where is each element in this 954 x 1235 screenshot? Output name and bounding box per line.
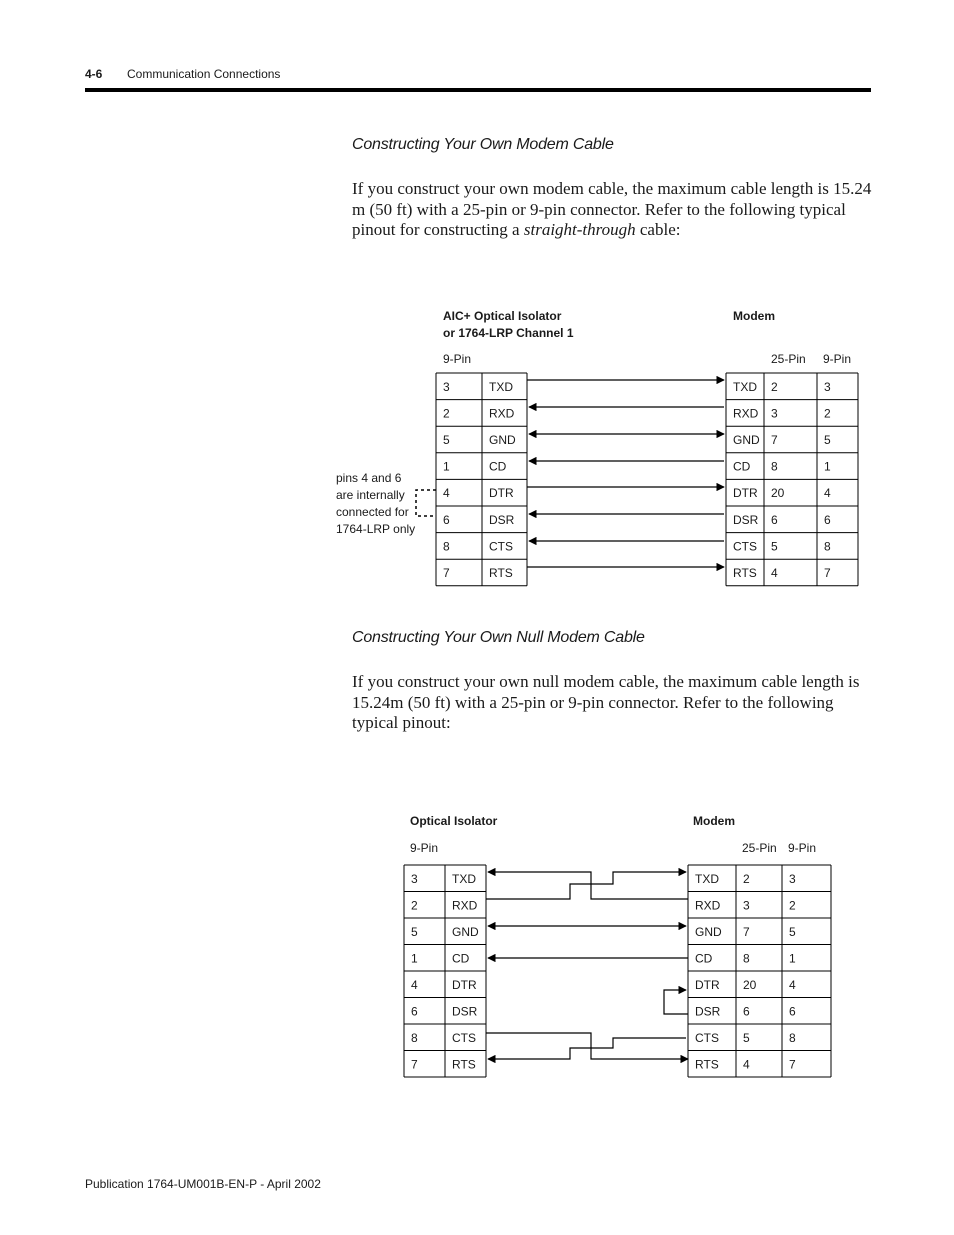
d2-wire-rts-to-cts [488,1038,686,1059]
diagram1-cell-rsig: TXD [733,379,757,394]
diagram2-cell-lpin: 4 [411,977,418,992]
diagram1-cell-p9: 1 [824,459,831,474]
diagram1-cell-lsig: CTS [489,539,513,554]
diagram2-cell-p9: 8 [789,1030,796,1045]
diagram2-cell-rsig: CTS [695,1030,719,1045]
d1-right-25pin-header: 25-Pin [771,352,806,366]
diagram2-cell-lpin: 3 [411,871,418,886]
diagram2-cell-p25: 6 [743,1004,750,1019]
diagram1-cell-p25: 20 [771,486,785,501]
diagram1-cell-p9: 4 [824,486,831,501]
d1-right-9pin-header: 9-Pin [823,352,852,366]
diagram1-cell-p9: 8 [824,539,831,554]
diagram1-cell-lsig: CD [489,459,507,474]
diagram2-cell-p9: 2 [789,898,796,913]
diagram1-cell-p25: 5 [771,539,778,554]
diagram2-cell-p9: 4 [789,977,796,992]
d2-right-9pin-header: 9-Pin [788,841,817,855]
diagram1-cell-rsig: CD [733,459,751,474]
diagram1-cell-lpin: 8 [443,539,450,554]
diagram2-cell-lsig: CD [452,951,470,966]
d2-wire-dtr-dsr-loop [664,990,688,1014]
diagram2-cell-p25: 3 [743,898,750,913]
diagram2-cell-lpin: 1 [411,951,418,966]
diagram2-cell-p9: 3 [789,871,796,886]
diagram2-cell-lsig: DTR [452,977,477,992]
diagram2-cell-p25: 8 [743,951,750,966]
diagram1-cell-p25: 7 [771,433,778,447]
diagram1-cell-p9: 2 [824,406,831,421]
diagram1-cell-lpin: 4 [443,486,450,501]
d1-left-title-2: or 1764-LRP Channel 1 [443,326,574,340]
diagram2-cell-lsig: DSR [452,1004,478,1019]
d1-note-line-4: 1764-LRP only [336,522,416,536]
diagram1-cell-rsig: DTR [733,486,758,501]
diagram1-cell-rsig: CTS [733,539,757,554]
running-header-title: Communication Connections [127,67,281,81]
d2-wire-rxd-from-txd [486,872,686,899]
paragraph-modem-cable-emphasis: straight-through [523,220,636,239]
d2-left-title: Optical Isolator [410,814,498,828]
diagram1-cell-rsig: RXD [733,406,759,421]
diagram1-cell-p25: 3 [771,406,778,421]
diagram1-cell-lpin: 3 [443,379,450,394]
diagram2-cell-p9: 5 [789,924,796,939]
d2-right-title: Modem [693,814,735,828]
d1-tables [436,373,858,586]
diagram1-cell-lsig: RTS [489,566,513,580]
diagram1-cell-lsig: TXD [489,379,513,394]
diagram2-cell-rsig: RTS [695,1057,719,1072]
diagram2-cell-lsig: RTS [452,1057,476,1072]
diagram1-cell-lsig: RXD [489,406,515,421]
d1-note-line-3: connected for [336,505,409,519]
d1-left-title-1: AIC+ Optical Isolator [443,309,562,323]
paragraph-modem-cable-text: If you construct your own modem cable, the maximum cable length is 15.24 m (50 ft) with a 25-pin or 9-pin connector. Refer to the following typical pinout for constructing a [352,179,872,239]
page-number: 4-6 [85,67,103,81]
d2-wire-cts-to-rts [486,1033,688,1059]
diagram1-cell-lpin: 1 [443,459,450,474]
diagram2-cell-lsig: TXD [452,871,476,886]
diagram2-cell-p25: 5 [743,1030,750,1045]
diagram1-cell-lpin: 7 [443,566,450,580]
diagram1-cell-p9: 5 [824,433,831,447]
diagram2-cell-p25: 2 [743,871,750,886]
diagram2-cell-p25: 4 [743,1057,750,1072]
diagram2-cell-rsig: DSR [695,1004,721,1019]
diagram2-cell-lpin: 2 [411,898,418,913]
diagram2-cell-p9: 7 [789,1057,796,1072]
diagram2-cell-lpin: 5 [411,924,418,939]
diagram1-cell-p25: 6 [771,512,778,527]
diagram2-cell-lsig: RXD [452,898,478,913]
diagram2-cell-rsig: CD [695,951,713,966]
diagram1-cell-lsig: DSR [489,512,515,527]
diagram2-cell-lsig: CTS [452,1030,476,1045]
d2-connections [486,872,688,1059]
diagram1-cell-lsig: GND [489,433,516,447]
diagram2-cell-rsig: RXD [695,898,721,913]
d2-tables [404,865,831,1077]
diagram1-cell-lpin: 5 [443,433,450,447]
paragraph-null-modem-cable: If you construct your own null modem cable, the maximum cable length is 15.24m (50 ft) with a 25-pin or 9-pin connector. Refer to the following typical pinout: [352,672,860,732]
diagram1-cell-rsig: GND [733,433,760,447]
heading-modem-cable: Constructing Your Own Modem Cable [352,136,614,153]
diagram1-cell-p25: 4 [771,566,778,580]
diagram2-cell-p9: 1 [789,951,796,966]
d2-right-25pin-header: 25-Pin [742,841,777,855]
d1-note-line-1: pins 4 and 6 [336,471,402,485]
diagram2-cell-p9: 6 [789,1004,796,1019]
d1-right-title: Modem [733,309,775,323]
diagram1-cell-p25: 8 [771,459,778,474]
d2-left-pin-header: 9-Pin [410,841,439,855]
diagram2-cell-lsig: GND [452,924,479,939]
diagram2-cell-rsig: TXD [695,871,719,886]
d1-left-pin-header: 9-Pin [443,352,472,366]
diagram1-cell-p9: 7 [824,566,831,580]
diagram2-cell-rsig: GND [695,924,722,939]
diagram1-cell-rsig: RTS [733,566,757,580]
diagram1-cell-p25: 2 [771,379,778,394]
diagram2-cell-p25: 7 [743,924,750,939]
diagram2-cell-lpin: 6 [411,1004,418,1019]
diagram2-cell-p25: 20 [743,977,757,992]
d2-wire-txd-to-rxd [488,872,688,899]
diagram1-cell-p9: 3 [824,379,831,394]
diagram1-cell-lpin: 6 [443,512,450,527]
diagram1-cell-lpin: 2 [443,406,450,421]
diagram2-cell-lpin: 8 [411,1030,418,1045]
d1-note-line-2: are internally [336,488,405,502]
heading-null-modem-cable: Constructing Your Own Null Modem Cable [352,629,645,646]
footer-publication: Publication 1764-UM001B-EN-P - April 2002 [85,1177,321,1191]
diagram2-cell-rsig: DTR [695,977,720,992]
d1-internal-link-bracket [416,490,436,516]
d1-connections [527,380,724,567]
paragraph-modem-cable-tail: cable: [635,220,681,239]
diagram1-cell-lsig: DTR [489,486,514,501]
diagram1-cell-rsig: DSR [733,512,759,527]
diagram1-cell-p9: 6 [824,512,831,527]
diagram2-cell-lpin: 7 [411,1057,418,1072]
